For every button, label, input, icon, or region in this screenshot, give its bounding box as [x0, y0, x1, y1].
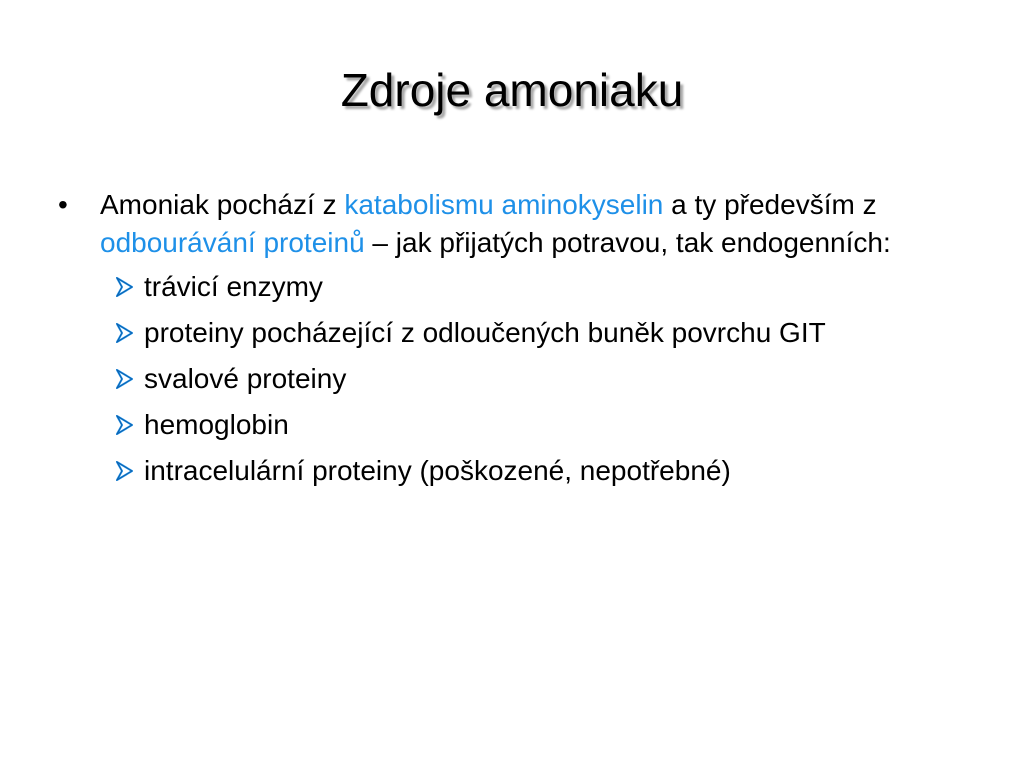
- sub-bullet-list: [58, 268, 958, 490]
- highlight-odbouravani: odbourávání proteinů: [100, 227, 365, 258]
- sub-bullet-text: hemoglobin: [144, 409, 289, 440]
- sub-bullet-text: svalové proteiny: [144, 363, 347, 394]
- main-bullet-text-2: a ty především z: [663, 189, 877, 220]
- arrow-bullet-icon: [114, 276, 136, 298]
- slide-body: [58, 186, 958, 498]
- arrow-bullet-icon: [114, 322, 136, 344]
- sub-bullet-text: intracelulární proteiny (poškozené, nepotřebné): [144, 455, 731, 486]
- main-bullet-text-3: – jak přijatých potravou, tak endogenních:: [364, 227, 891, 258]
- sub-bullet-item: [114, 314, 958, 352]
- sub-bullet-item: [114, 360, 958, 398]
- bullet-dot-icon: •: [58, 189, 68, 220]
- sub-bullet-item: [114, 452, 958, 490]
- arrow-bullet-icon: [114, 460, 136, 482]
- highlight-katabolismu: katabolismu aminokyselin: [344, 189, 664, 220]
- sub-bullet-text: proteiny pocházející z odloučených buněk povrchu GIT: [144, 317, 826, 348]
- sub-bullet-item: [114, 406, 958, 444]
- sub-bullet-item: [114, 268, 958, 306]
- sub-bullet-text: trávicí enzymy: [144, 271, 323, 302]
- slide-title: Zdroje amoniaku: [340, 64, 684, 116]
- main-bullet-text-1: Amoniak pochází z: [100, 189, 345, 220]
- arrow-bullet-icon: [114, 368, 136, 390]
- arrow-bullet-icon: [114, 414, 136, 436]
- main-bullet: [58, 186, 958, 262]
